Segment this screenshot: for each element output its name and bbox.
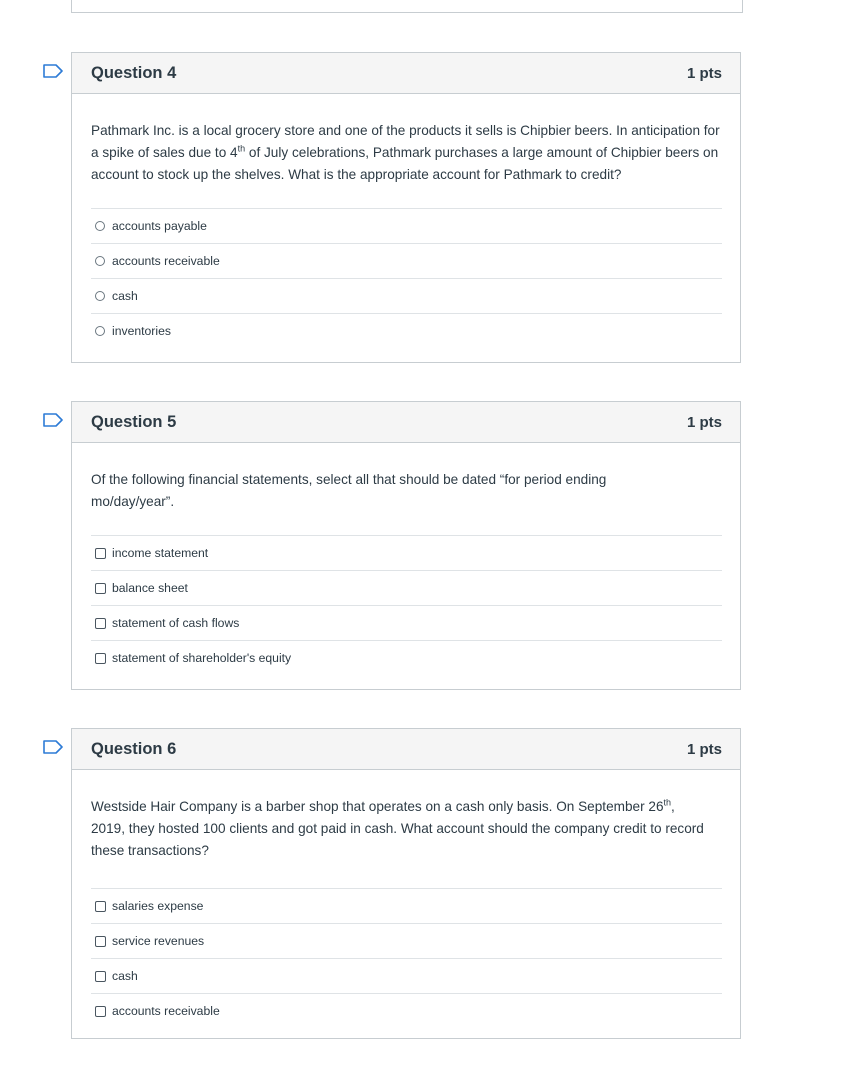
checkbox[interactable]: [95, 548, 106, 559]
answer-label: statement of cash flows: [112, 616, 240, 630]
answer-option[interactable]: [91, 278, 722, 313]
answer-option[interactable]: [91, 243, 722, 278]
answer-label: salaries expense: [112, 899, 204, 913]
radio-button[interactable]: [95, 221, 105, 231]
answer-label: cash: [112, 289, 138, 303]
answer-option[interactable]: [91, 640, 722, 675]
answer-label: cash: [112, 969, 138, 983]
question-text: Of the following financial statements, select all that should be dated “for period ending mo/day/year”.: [91, 472, 607, 509]
answer-label: balance sheet: [112, 581, 188, 595]
question-card: [71, 728, 741, 1039]
answer-option[interactable]: [91, 958, 722, 993]
question-points: 1 pts: [686, 413, 722, 431]
checkbox[interactable]: [95, 618, 106, 629]
radio-button[interactable]: [95, 291, 105, 301]
question-card: [71, 401, 741, 690]
question-header: [72, 402, 740, 443]
answer-list: [91, 535, 722, 693]
answer-label: income statement: [112, 546, 209, 560]
answer-label: accounts receivable: [112, 254, 220, 268]
checkbox[interactable]: [95, 653, 106, 664]
question-body: [72, 94, 740, 366]
answer-label: inventories: [112, 324, 171, 338]
question-points: 1 pts: [686, 740, 722, 758]
answer-label: service revenues: [112, 934, 205, 948]
answer-option[interactable]: [91, 605, 722, 640]
checkbox[interactable]: [95, 936, 106, 947]
answer-label: accounts payable: [112, 219, 207, 233]
flag-question-icon[interactable]: [43, 740, 63, 754]
checkbox[interactable]: [95, 901, 106, 912]
answer-option[interactable]: [91, 535, 722, 570]
checkbox[interactable]: [95, 1006, 106, 1017]
question-title: Question 6: [91, 739, 177, 758]
question-header: [72, 53, 740, 94]
question-points: 1 pts: [686, 64, 722, 82]
radio-button[interactable]: [95, 256, 105, 266]
answer-option[interactable]: [91, 208, 722, 243]
answer-label: statement of shareholder's equity: [112, 651, 292, 665]
answer-option[interactable]: [91, 888, 722, 923]
answer-option[interactable]: [91, 923, 722, 958]
question-text: Westside Hair Company is a barber shop that operates on a cash only basis. On September 26th, 2019, they hosted 100 clients and got paid in cash. What account should the company credit to record these transactions?: [91, 797, 704, 858]
answer-option[interactable]: [91, 313, 722, 348]
question-body: [72, 443, 740, 693]
flag-question-icon[interactable]: [43, 64, 63, 78]
radio-button[interactable]: [95, 326, 105, 336]
checkbox[interactable]: [95, 971, 106, 982]
question-title: Question 4: [91, 63, 177, 82]
flag-question-icon[interactable]: [43, 413, 63, 427]
answer-option[interactable]: [91, 570, 722, 605]
question-card: [71, 52, 741, 363]
previous-question-box: [71, 0, 743, 13]
question-header: [72, 729, 740, 770]
answer-list: [91, 208, 722, 366]
answer-option[interactable]: [91, 993, 722, 1028]
answer-label: accounts receivable: [112, 1004, 220, 1018]
question-title: Question 5: [91, 412, 177, 431]
question-text: Pathmark Inc. is a local grocery store and one of the products it sells is Chipbier beers. In anticipation for a spike of sales due to 4th of July celebrations, Pathmark purchases a large amount of Chipbier beers on account to stock up the shelves. What is the appropriate account for Pathmark to credit?: [91, 123, 720, 182]
checkbox[interactable]: [95, 583, 106, 594]
answer-list: [91, 888, 722, 1046]
question-body: [72, 770, 740, 1046]
